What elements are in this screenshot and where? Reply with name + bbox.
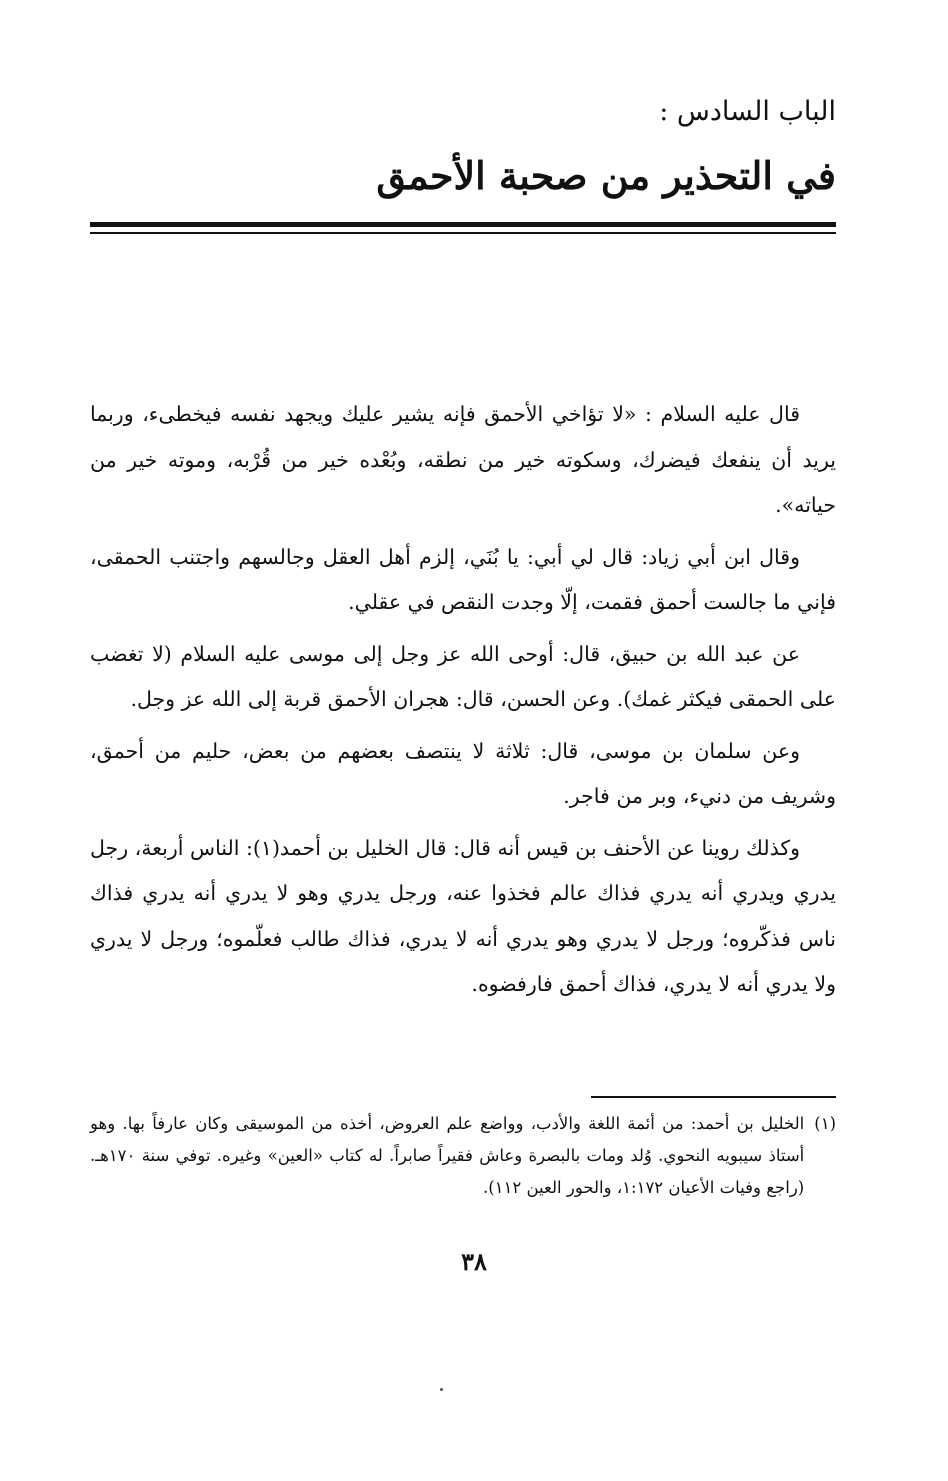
scan-speck: [440, 1388, 443, 1391]
footnote-marker: (١): [814, 1114, 836, 1133]
footnote-separator: [591, 1096, 836, 1098]
title-rule-thick: [90, 222, 836, 227]
footnote: [90, 1108, 836, 1204]
footnote-text: الخليل بن أحمد: من أئمة اللغة والأدب، وواضع علم العروض، أخذه من الموسيقى وكان عارفاً بها. وهو أستاذ سيبويه النحوي. وُلد ومات بالبصرة وعاش فقيراً صابراً. له كتاب «العين» وغيره. توفي سنة ١٧٠هـ. (راجع وفيات الأعيان ١:١٧٢، والحور العين ١١٢).: [90, 1114, 805, 1197]
page-number: ٣٨: [461, 1247, 487, 1276]
paragraph: وقال ابن أبي زياد: قال لي أبي: يا بُنَي، إلزم أهل العقل وجالسهم واجتنب الحمقى، فإني ما جالست أحمق فقمت، إلّا وجدت النقص في عقلي.: [90, 544, 836, 614]
chapter-label: الباب السادس :: [659, 96, 836, 127]
paragraph: وعن سلمان بن موسى، قال: ثلاثة لا ينتصف بعضهم من بعض، حليم من أحمق، وشريف من دنيء، وبر من فاجر.: [90, 738, 836, 808]
paragraph: قال عليه السلام : «لا تؤاخي الأحمق فإنه يشير عليك ويجهد نفسه فيخطىء، وربما يريد أن ينفعك فيضرك، وسكوته خير من نطقه، وبُعْده خير من قُرْبه، وموته خير من حياته».: [90, 402, 836, 517]
body-text: [90, 392, 836, 1014]
chapter-title: في التحذير من صحبة الأحمق: [376, 153, 836, 198]
paragraph: وكذلك روينا عن الأحنف بن قيس أنه قال: قال الخليل بن أحمد(١): الناس أربعة، رجل يدري ويدري أنه يدري فذاك عالم فخذوا عنه، ورجل يدري وهو لا يدري أنه يدري فذاك ناس فذكّروه؛ ورجل لا يدري وهو يدري أنه لا يدري، فذاك طالب فعلّموه؛ ورجل لا يدري ولا يدري أنه لا يدري، فذاك أحمق فارفضوه.: [90, 835, 836, 996]
paragraph: عن عبد الله بن حبيق، قال: أوحى الله عز وجل إلى موسى عليه السلام (لا تغضب على الحمقى فيكثر غمك). وعن الحسن، قال: هجران الأحمق قربة إلى الله عز وجل.: [90, 641, 836, 711]
title-rule-thin: [90, 232, 836, 234]
